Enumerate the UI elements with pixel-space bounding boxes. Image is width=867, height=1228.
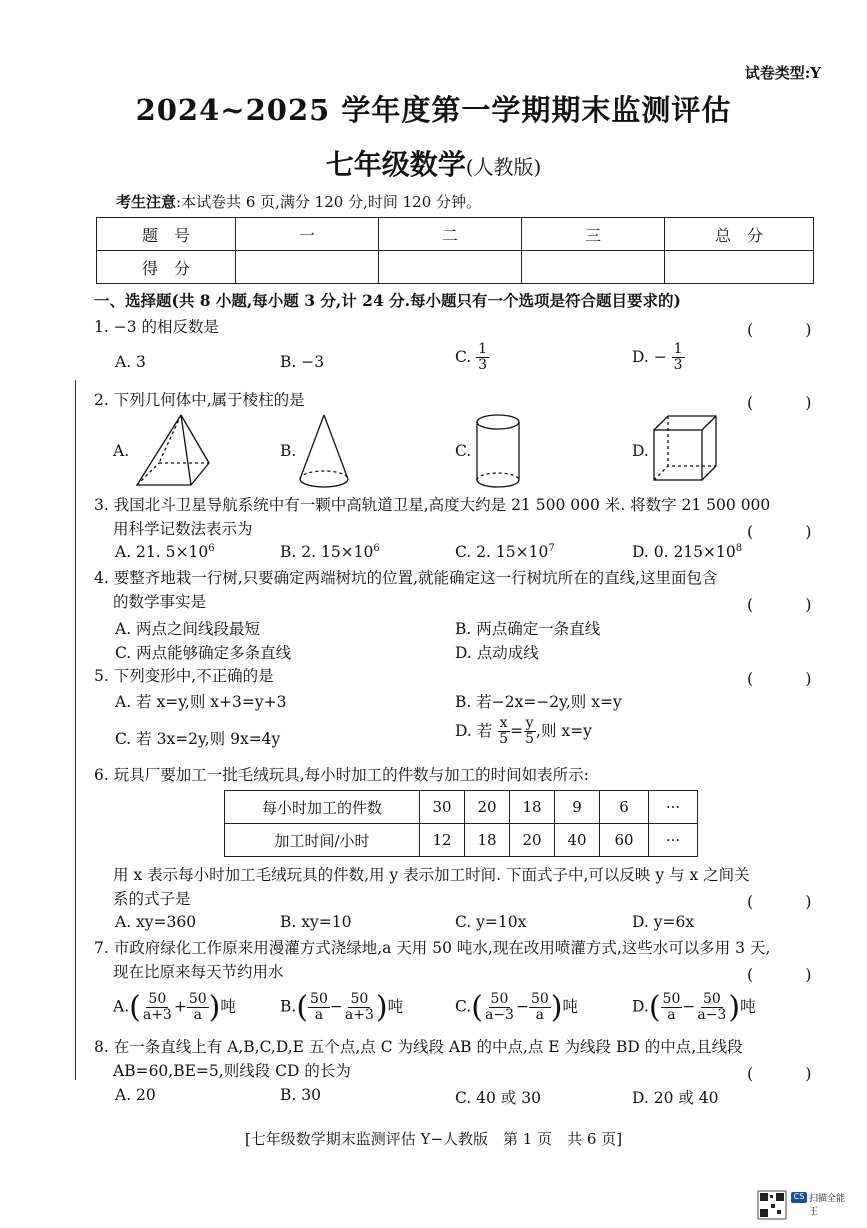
q2-stem: 2. 下列几何体中,属于棱柱的是 xyxy=(94,391,305,409)
exam-title: 2024~2025 学年度第一学期期末监测评估 xyxy=(135,93,732,127)
fraction xyxy=(523,716,536,748)
cs-logo-icon: CS xyxy=(791,1192,807,1203)
q4-option-a: A. 两点之间线段最短 xyxy=(115,620,261,638)
denominator: a+3 xyxy=(142,1007,172,1023)
q1-d-label: D. − xyxy=(632,347,667,366)
exponent: 6 xyxy=(373,543,380,554)
q1-option-a: A. 3 xyxy=(115,353,146,371)
q1-c-label: C. xyxy=(455,347,472,366)
exam-notice xyxy=(116,191,481,212)
numerator: 50 xyxy=(350,990,369,1007)
left-paren: ( xyxy=(471,990,483,1025)
q8-option-d: D. 20 或 40 xyxy=(632,1089,719,1107)
fraction xyxy=(308,992,330,1024)
q8-stem-line1: 8. 在一条直线上有 A,B,C,D,E 五个点,点 C 为线段 AB 的中点,点 E 为线段 BD 的中点,且线段 xyxy=(94,1038,743,1056)
q8-stem-line2: AB=60,BE=5,则线段 CD 的长为 xyxy=(113,1062,351,1080)
cone-figure xyxy=(298,413,350,491)
q1-option-b: B. −3 xyxy=(280,353,325,371)
q3-a-text: A. 21. 5×10 xyxy=(115,543,209,562)
q5-option-d xyxy=(455,716,592,748)
numerator: 50 xyxy=(310,990,328,1007)
q2-option-d: D. xyxy=(632,442,649,460)
denominator: a xyxy=(193,1007,202,1023)
cylinder-figure xyxy=(474,412,522,492)
table-cell: 9 xyxy=(555,791,600,824)
q1-stem: 1. −3 的相反数是 xyxy=(94,318,219,336)
q2-option-a: A. xyxy=(113,442,130,460)
cube-figure xyxy=(652,414,718,484)
answer-paren[interactable]: ( ) xyxy=(747,669,830,688)
operator: − xyxy=(682,997,696,1016)
unit: 吨 xyxy=(562,997,578,1016)
operator: − xyxy=(515,997,529,1016)
q7-option-b xyxy=(280,990,403,1025)
unit: 吨 xyxy=(387,997,404,1016)
table-cell: 40 xyxy=(555,824,600,857)
answer-paren[interactable]: ( ) xyxy=(747,892,830,911)
q2-option-b: B. xyxy=(280,442,297,460)
right-paren: ) xyxy=(208,990,221,1025)
table-cell: ··· xyxy=(649,791,698,824)
subject: 七年级数学 xyxy=(325,148,466,181)
q6-stem: 6. 玩具厂要加工一批毛绒玩具,每小时加工的件数与加工的时间如表所示: xyxy=(94,766,589,784)
exam-subtitle xyxy=(0,143,867,183)
q7-option-c xyxy=(455,990,578,1025)
score-row-label: 得 分 xyxy=(97,251,236,284)
pyramid-figure xyxy=(133,413,213,489)
q8-option-c: C. 40 或 30 xyxy=(455,1089,541,1107)
fraction xyxy=(695,992,728,1024)
operator: + xyxy=(173,997,187,1016)
denominator: 3 xyxy=(478,357,488,374)
score-header-cell: 二 xyxy=(379,218,522,251)
denominator: a−3 xyxy=(697,1007,727,1023)
q4-stem-line2: 的数学事实是 xyxy=(113,593,207,611)
q6-stem-line3: 系的式子是 xyxy=(113,890,191,908)
q6-option-d: D. y=6x xyxy=(632,913,695,931)
table-row-label: 加工时间/小时 xyxy=(225,824,420,857)
denominator: a xyxy=(314,1007,324,1023)
score-header-cell: 总 分 xyxy=(665,218,814,251)
q2-option-c: C. xyxy=(455,442,472,460)
denominator: a xyxy=(667,1007,676,1023)
score-header-cell: 三 xyxy=(522,218,665,251)
q8-option-a: A. 20 xyxy=(115,1086,156,1104)
right-paren: ) xyxy=(375,990,388,1025)
q6-stem-line2: 用 x 表示每小时加工毛绒玩具的件数,用 y 表示加工时间. 下面式子中,可以反映 y 与 x 之间关 xyxy=(113,866,750,884)
fraction xyxy=(483,992,516,1024)
scanner-brand: 扫描全能王 xyxy=(809,1194,846,1217)
left-paren: ( xyxy=(296,990,309,1025)
unit: 吨 xyxy=(220,997,236,1016)
q1-option-d xyxy=(632,342,685,374)
fraction xyxy=(672,342,685,374)
paper-type: 试卷类型:Y xyxy=(744,64,821,82)
denominator: 3 xyxy=(673,357,683,374)
exponent: 6 xyxy=(208,543,215,554)
numerator: 50 xyxy=(490,990,509,1007)
score-table-header xyxy=(97,218,814,251)
denominator: 5 xyxy=(499,731,509,748)
toy-production-table xyxy=(224,790,698,857)
denominator: a+3 xyxy=(344,1007,374,1023)
q7-a-label: A. xyxy=(113,997,130,1016)
numerator: 50 xyxy=(530,990,549,1007)
table-row xyxy=(225,824,698,857)
operator: − xyxy=(329,997,343,1016)
fraction xyxy=(187,992,209,1024)
table-cell: 20 xyxy=(465,791,510,824)
numerator: y xyxy=(525,715,534,731)
q3-option-a xyxy=(115,543,215,561)
q4-stem-line1: 4. 要整齐地栽一行树,只要确定两端树坑的位置,就能确定这一行树坑所在的直线,这里面包含 xyxy=(94,569,718,587)
q6-option-c: C. y=10x xyxy=(455,913,527,931)
answer-paren[interactable]: ( ) xyxy=(747,393,830,412)
fraction xyxy=(661,992,683,1024)
q3-option-d xyxy=(632,543,742,561)
answer-paren[interactable]: ( ) xyxy=(747,522,830,541)
q3-stem-line1: 3. 我国北斗卫星导航系统中有一颗中高轨道卫星,高度大约是 21 500 000 米. 将数字 21 500 000 xyxy=(94,496,771,514)
scanner-watermark xyxy=(757,1190,853,1220)
q5-option-b: B. 若−2x=−2y,则 x=y xyxy=(455,693,622,711)
q5-d-prefix: D. 若 xyxy=(455,721,493,740)
left-paren: ( xyxy=(129,990,141,1025)
edition: (人教版) xyxy=(465,155,542,179)
score-cell[interactable] xyxy=(665,251,814,284)
answer-paren[interactable]: ( ) xyxy=(747,965,830,984)
score-table xyxy=(96,217,814,284)
numerator: 1 xyxy=(673,341,683,357)
table-cell: 20 xyxy=(510,824,555,857)
denominator: 5 xyxy=(525,731,535,748)
q6-option-a: A. xy=360 xyxy=(115,913,197,931)
table-cell: ··· xyxy=(649,824,698,857)
fraction xyxy=(497,716,510,748)
q7-stem-line2: 现在比原来每天节约用水 xyxy=(113,963,284,981)
score-cell[interactable] xyxy=(236,251,379,284)
q3-option-c xyxy=(455,543,555,561)
table-cell: 12 xyxy=(420,824,465,857)
fraction xyxy=(476,342,489,374)
q7-stem-line1: 7. 市政府绿化工作原来用漫灌方式浇绿地,a 天用 50 吨水,现在改用喷灌方式,这些水可以多用 3 天, xyxy=(94,939,771,957)
binding-line xyxy=(75,380,76,1080)
notice-text: :本试卷共 6 页,满分 120 分,时间 120 分钟。 xyxy=(176,193,482,211)
right-paren: ) xyxy=(728,990,741,1025)
q3-d-text: D. 0. 215×10 xyxy=(632,543,736,562)
unit: 吨 xyxy=(740,997,756,1016)
answer-paren[interactable]: ( ) xyxy=(747,320,830,339)
notice-label: 考生注意 xyxy=(116,193,177,211)
q3-c-text: C. 2. 15×10 xyxy=(455,543,549,562)
q4-option-c: C. 两点能够确定多条直线 xyxy=(115,644,292,662)
q7-option-d xyxy=(632,990,756,1025)
q7-option-a xyxy=(113,990,236,1025)
table-row xyxy=(225,791,698,824)
numerator: 50 xyxy=(662,990,681,1007)
q3-option-b xyxy=(280,543,380,561)
section1-heading: 一、选择题(共 8 小题,每小题 3 分,计 24 分.每小题只有一个选项是符合题目要求的) xyxy=(94,291,681,310)
score-table-row xyxy=(97,251,814,284)
table-cell: 18 xyxy=(510,791,555,824)
page-footer: [七年级数学期末监测评估 Y−人教版 第 1 页 共 6 页] xyxy=(244,1130,623,1148)
q3-stem-line2: 用科学记数法表示为 xyxy=(113,520,253,538)
qr-code-icon xyxy=(757,1190,787,1220)
table-cell: 60 xyxy=(600,824,649,857)
q7-c-label: C. xyxy=(455,997,472,1016)
q1-option-c xyxy=(455,342,489,374)
fraction xyxy=(529,992,551,1024)
q7-d-label: D. xyxy=(632,997,649,1016)
equals-sign: = xyxy=(510,721,524,740)
right-paren: ) xyxy=(550,990,563,1025)
q5-option-a: A. 若 x=y,则 x+3=y+3 xyxy=(115,693,287,711)
exponent: 7 xyxy=(548,543,555,554)
numerator: 50 xyxy=(148,990,167,1007)
fraction xyxy=(343,992,376,1024)
score-cell[interactable] xyxy=(379,251,522,284)
table-cell: 18 xyxy=(465,824,510,857)
table-row-label: 每小时加工的件数 xyxy=(225,791,420,824)
score-header-cell: 题 号 xyxy=(97,218,236,251)
numerator: 50 xyxy=(702,990,721,1007)
denominator: a−3 xyxy=(484,1007,514,1023)
numerator: 1 xyxy=(478,341,488,357)
exponent: 8 xyxy=(735,543,743,554)
numerator: x xyxy=(499,715,508,731)
answer-paren[interactable]: ( ) xyxy=(747,595,830,614)
denominator: a xyxy=(535,1007,545,1023)
left-paren: ( xyxy=(648,990,661,1025)
q5-option-c: C. 若 3x=2y,则 9x=4y xyxy=(115,730,281,748)
q7-b-label: B. xyxy=(280,997,297,1016)
numerator: 50 xyxy=(188,990,207,1007)
q4-option-b: B. 两点确定一条直线 xyxy=(455,620,601,638)
answer-paren[interactable]: ( ) xyxy=(747,1064,830,1083)
q6-option-b: B. xy=10 xyxy=(280,913,352,931)
q4-option-d: D. 点动成线 xyxy=(455,644,539,662)
score-cell[interactable] xyxy=(522,251,665,284)
score-header-cell: 一 xyxy=(236,218,379,251)
q3-b-text: B. 2. 15×10 xyxy=(280,543,374,562)
table-cell: 30 xyxy=(420,791,465,824)
q5-d-suffix: ,则 x=y xyxy=(536,721,592,740)
q5-stem: 5. 下列变形中,不正确的是 xyxy=(94,667,274,685)
fraction xyxy=(141,992,174,1024)
q8-option-b: B. 30 xyxy=(280,1086,321,1104)
table-cell: 6 xyxy=(600,791,649,824)
